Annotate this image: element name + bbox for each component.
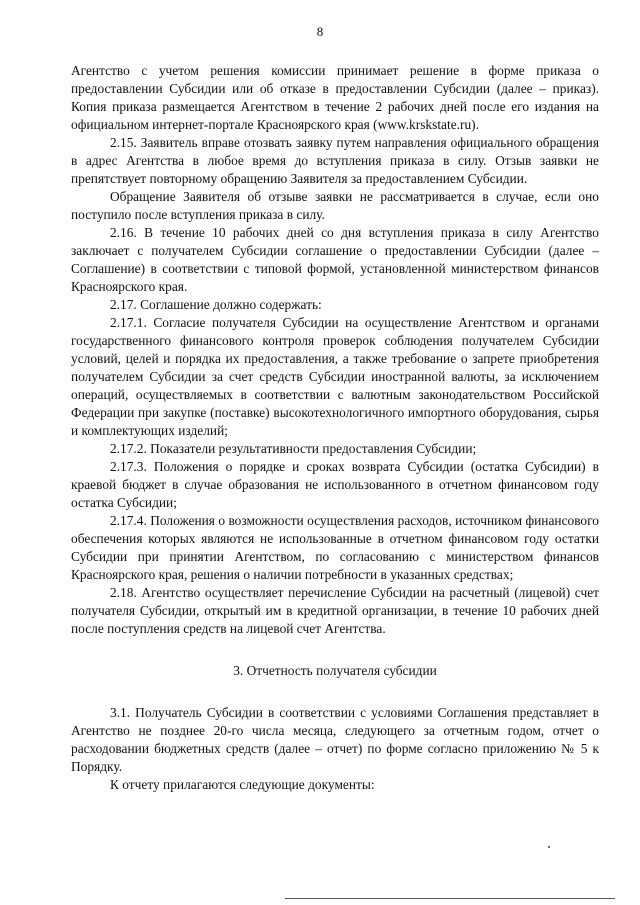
bottom-scan-line — [285, 898, 615, 899]
paragraph: К отчету прилагаются следующие документы: — [110, 777, 375, 792]
paragraph: 2.16. В течение 10 рабочих дней со дня вступления приказа в силу Агентство заключает с получателем Субсидии соглашение о предоставлении Субсидии (далее – Соглашение) в соответствии с типовой формой, установленной министерством финансов Красноярского края. — [71, 225, 599, 294]
paragraph: 3.1. Получатель Субсидии в соответствии с условиями Соглашения представляет в Агентство не позднее 20-го числа месяца, следующего за отчетным годом, отчет о расходовании бюджетных средств (далее – отчет) по форме согласно приложению № 5 к Порядку. — [71, 705, 599, 774]
scan-speck — [548, 846, 550, 848]
paragraph: 2.18. Агентство осуществляет перечисление Субсидии на расчетный (лицевой) счет получателя Субсидии, открытый им в кредитной организации, в течение 10 рабочих дней после поступления средств на лицевой счет Агентства. — [71, 585, 599, 636]
paragraph: 2.17.2. Показатели результативности предоставления Субсидии; — [110, 441, 477, 456]
paragraph: 2.15. Заявитель вправе отозвать заявку путем направления официального обращения в адрес Агентства в любое время до вступления приказа в силу. Отзыв заявки не препятствует повторному обращению Заявителя за предоставлением Субсидии. — [71, 135, 599, 186]
paragraph: Агентство с учетом решения комиссии принимает решение в форме приказа о предоставлении Субсидии или об отказе в предоставлении Субсидии (далее – приказ). Копия приказа размещается Агентством в течение 2 рабочих дней после его издания на официальном интернет-портале Красноярского края (www.krskstate.ru). — [71, 63, 599, 132]
paragraphs-after — [71, 704, 599, 794]
paragraph: 2.17.3. Положения о порядке и сроках возврата Субсидии (остатка Субсидии) в краевой бюджет в случае образования не использованного в отчетном финансовом году остатка Субсидии; — [71, 459, 599, 510]
document-body — [71, 62, 599, 794]
page-number: 8 — [316, 24, 324, 39]
paragraphs-before — [71, 62, 599, 638]
paragraph: 2.17.4. Положения о возможности осуществления расходов, источником финансового обеспечения которых являются не использованные в отчетном финансовом году остатки Субсидии при принятии Агентством, по согласованию с министерством финансов Красноярского края, решения о наличии потребности в указанных средствах; — [71, 513, 599, 582]
paragraph: 2.17.1. Согласие получателя Субсидии на осуществление Агентством и органами государственного финансового контроля проверок соблюдения получателем Субсидии условий, целей и порядка их предоставления, а также требование о запрете приобретения получателем Субсидии за счет средств Субсидии иностранной валюты, за исключением операций, осуществляемых в соответствии с валютным законодательством Российской Федерации при закупке (поставке) высокотехнологичного импортного оборудования, сырья и комплектующих изделий; — [71, 315, 599, 438]
paragraph: 2.17. Соглашение должно содержать: — [110, 297, 322, 312]
paragraph: Обращение Заявителя об отзыве заявки не рассматривается в случае, если оно поступило после вступления приказа в силу. — [71, 189, 599, 222]
section-heading: 3. Отчетность получателя субсидии — [233, 663, 437, 678]
